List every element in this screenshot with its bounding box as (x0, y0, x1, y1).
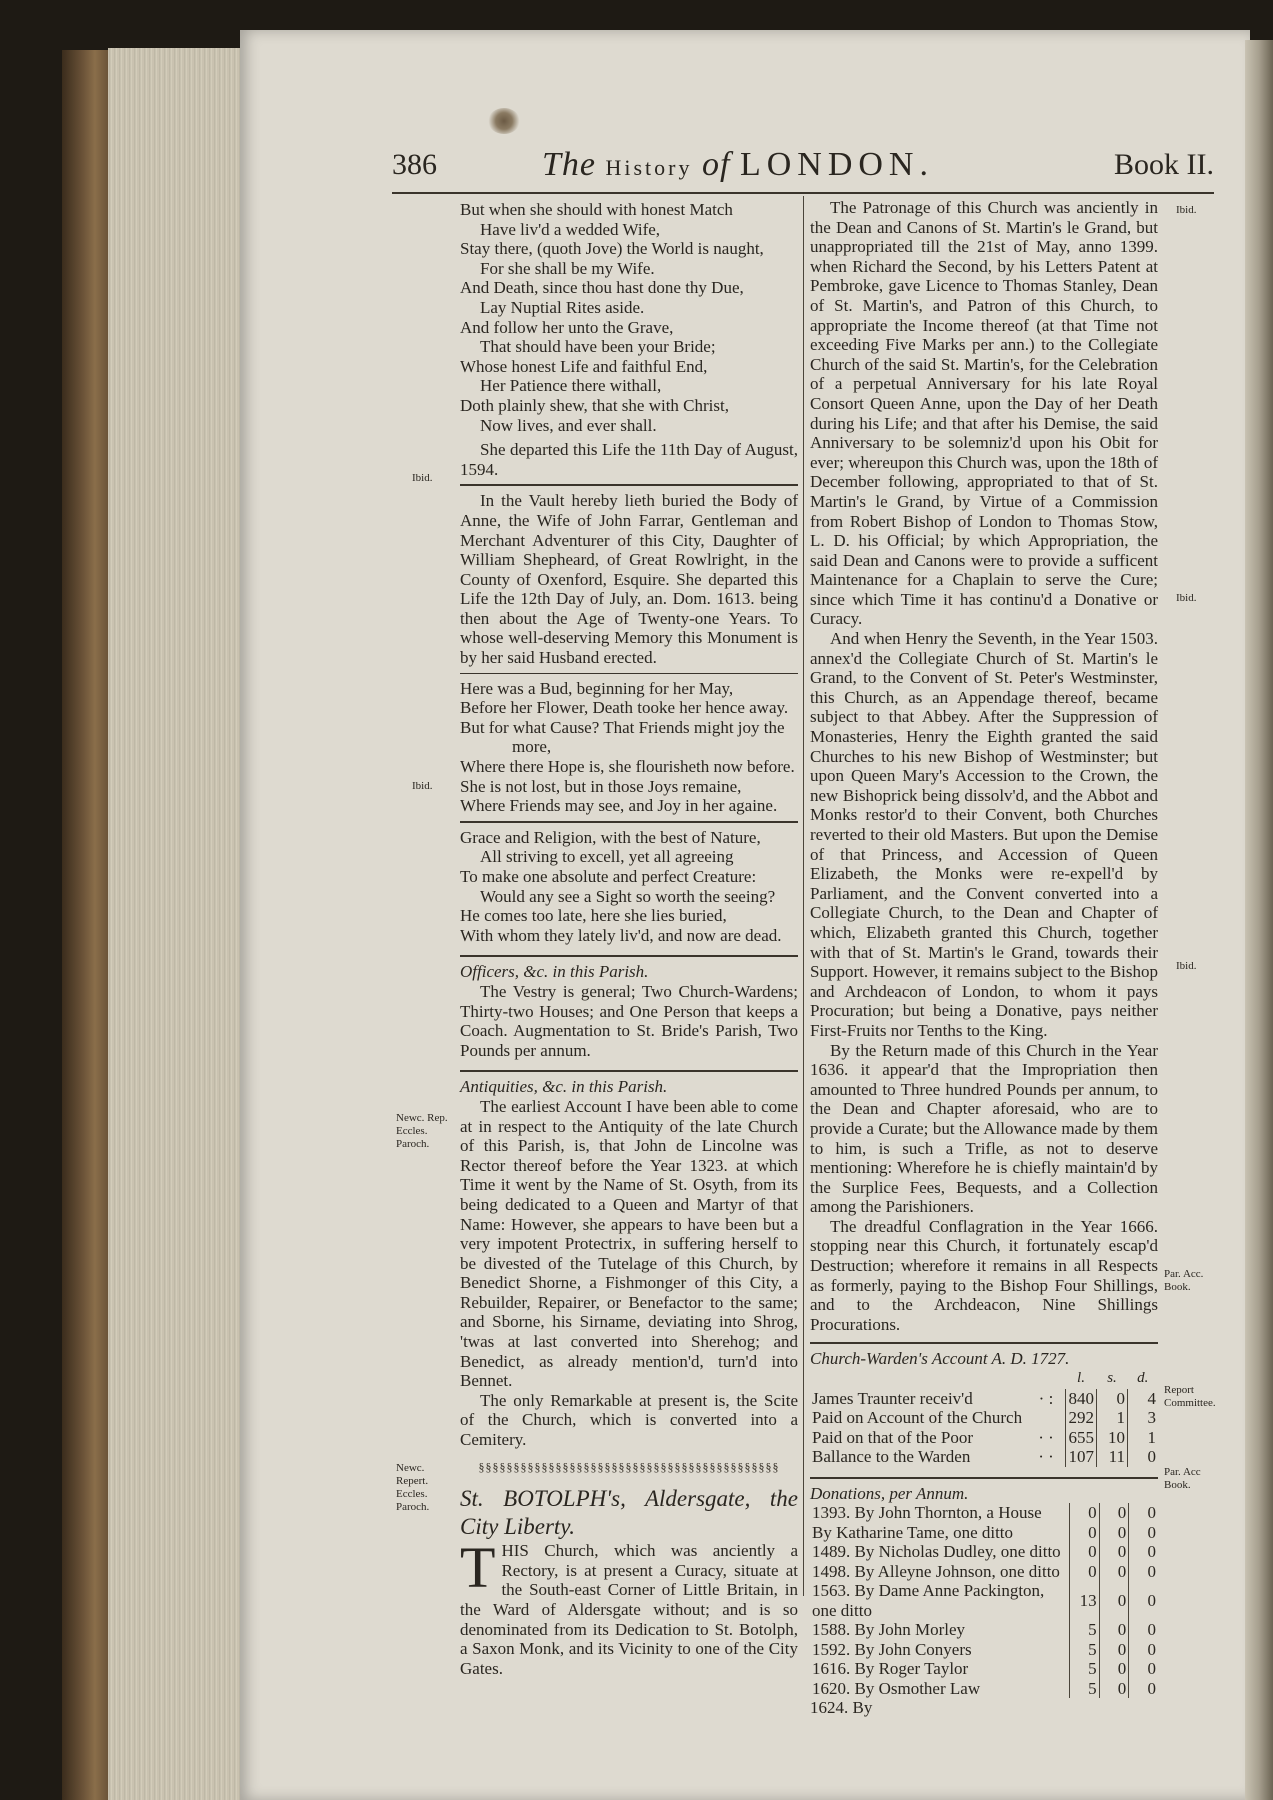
epitaph-verse-3 (460, 828, 798, 946)
amount-pounds: 107 (1066, 1447, 1097, 1467)
title-the: The (542, 146, 596, 183)
verse-line: He comes too late, here she lies buried, (460, 906, 727, 926)
amount-shillings: 1 (1097, 1408, 1128, 1428)
farrar-inscription: In the Vault hereby lieth buried the Body of Anne, the Wife of John Farrar, Gentleman and Merchant Adventurer of this City, Daughter of William Shepheard, of Great Rowlright, in the County of Oxenford, Esquire. She departed this Life the 12th Day of July, an. Dom. 1613. being then about the Age of Twenty-one Years. To whose well-deserving Memory this Monument is by her said Husband erected. (460, 491, 798, 668)
margin-note-report: Report Committee. (1164, 1384, 1216, 1409)
account-table (810, 1369, 1158, 1467)
section-rule (460, 1070, 798, 1072)
table-row (810, 1408, 1158, 1428)
amount-pounds: 840 (1066, 1389, 1097, 1409)
amount-pounds: 0 (1069, 1542, 1099, 1562)
catchword: 1624. By (810, 1698, 873, 1718)
table-row (810, 1640, 1158, 1660)
amount-shillings: 0 (1099, 1503, 1129, 1523)
margin-note-par-acc: Par. Acc. Book. (1164, 1268, 1204, 1293)
amount-shillings: 0 (1099, 1659, 1129, 1679)
left-column (460, 200, 798, 1678)
account-label: Paid on that of the Poor (812, 1427, 974, 1447)
table-row (810, 1542, 1158, 1562)
verse-line: But for what Cause? That Friends might joy the (460, 717, 785, 737)
amount-shillings: 0 (1099, 1542, 1129, 1562)
verse-line: But when she should with honest Match (460, 200, 733, 219)
amount-shillings: 0 (1099, 1620, 1129, 1640)
verse-line: She is not lost, but in those Joys remaine, (460, 776, 742, 796)
table-row (810, 1620, 1158, 1640)
donation-label: 1498. By Alleyne Johnson, one ditto (812, 1561, 1060, 1581)
verse-line: more, (512, 737, 552, 757)
amount-pounds: 655 (1066, 1428, 1097, 1448)
account-title: Church-Warden's Account A. D. 1727. (810, 1349, 1070, 1369)
amount-pence: 0 (1128, 1447, 1159, 1467)
antiquities-text: The earliest Account I have been able to come at in respect to the Antiquity of the late Church of this Parish, is, that John de Lincolne was Rector thereof before the Year 1323. at which Time it went by the Name of St. Osyth, from its being dedicated to a Queen and Martyr of that Name: However, she appears to have been but a very impotent Protectrix, in suffering herself to be divested of the Tutelage of this Church, by Benedict Shorne, a Fishmonger of this City, a Rebuilder, Repairer, or Benefactor to the same; and Sborne, his Sirname, deviating into Shrog, 'twas at last converted into Sherehog; and Benedict, as already mention'd, turn'd into Bennet. (460, 1096, 798, 1391)
amount-pounds: 5 (1069, 1640, 1099, 1660)
botolph-body: HIS Church, which was anciently a Rectory, is at present a Curacy, situate at the South-east Corner of Little Britain, in the Ward of Aldersgate without; and is so denominated from its Dedication to St. Botolph, a Saxon Monk, and its Vicinity to one of the City Gates. (460, 1541, 798, 1678)
officers-text: The Vestry is general; Two Church-Wardens; Thirty-two Houses; and One Person that keeps a Coach. Augmentation to St. Bride's Parish, Two Pounds per annum. (460, 981, 798, 1060)
departed-line: She departed this Life the 11th Day of August, 1594. (460, 440, 798, 479)
henry-paragraph: And when Henry the Seventh, in the Year 1503. annex'd the Collegiate Church of St. Martin's le Grand, to the Convent of St. Peter's Westminster, this Church, as an Appendage thereof, became subject to that Abbey. After the Suppression of Monasteries, Henry the Eighth granted the said Churches to his new Bishop of Westminster; but upon Queen Mary's Accession to the Crown, the new Bishoprick being dissolv'd, and the Abbot and Monks restor'd to their Convent, both Churches reverted to their old Masters. But upon the Demise of that Princess, and Accession of Queen Elizabeth, the Monks were re-expell'd by Parliament, and the Convent converted into a Collegiate Church, to the Dean and Chapter of which, Elizabeth granted this Church, together with that of St. Martin's le Grand, towards their Support. However, it remains subject to the Bishop and Archdeacon of London, to whom it pays Procuration; but being a Donative, pays neither First-Fruits nor Tenths to the King. (810, 629, 1158, 1040)
unit-pence: d. (1137, 1370, 1149, 1387)
table-row: James Traunter receiv'd · : 840 0 4 (812, 1388, 1156, 1408)
amount-shillings: 10 (1097, 1428, 1128, 1448)
section-rule (810, 1342, 1158, 1344)
verse-line: Have liv'd a wedded Wife, (480, 219, 661, 239)
amount-pounds: 0 (1069, 1503, 1099, 1523)
drop-cap: T (460, 1535, 496, 1601)
donations-table (810, 1503, 1158, 1698)
amount-pence: 4 (1128, 1389, 1159, 1409)
amount-pounds: 0 (1069, 1523, 1099, 1543)
verse-line: Lay Nuptial Rites aside. (480, 297, 645, 317)
amount-pounds: 13 (1069, 1581, 1099, 1620)
epitaph-verse-1 (460, 200, 798, 435)
donation-label: 1489. By Nicholas Dudley, one ditto (812, 1542, 1061, 1562)
amount-pounds: 5 (1069, 1679, 1099, 1699)
amount-pence: 0 (1129, 1503, 1158, 1523)
verse-line: Stay there, (quoth Jove) the World is naught, (460, 239, 764, 259)
title-history: History (605, 155, 693, 180)
verse-line: Where there Hope is, she flourisheth now before. (460, 757, 795, 777)
amount-pounds: 292 (1066, 1408, 1097, 1428)
amount-pence: 0 (1129, 1542, 1158, 1562)
conflagration-paragraph: The dreadful Conflagration in the Year 1666. stopping near this Church, it fortunately escap'd Destruction; wherefore it remains in all Respects as formerly, paying to the Bishop Four Shillings, and to the Archdeacon, Nine Shillings Procurations. (810, 1216, 1158, 1334)
donations-title: Donations, per Annum. (810, 1483, 969, 1503)
verse-line: Where Friends may see, and Joy in her againe. (460, 796, 778, 816)
antiquities-heading: Antiquities, &c. in this Parish. (460, 1077, 668, 1097)
margin-note-ibid: Ibid. (412, 780, 433, 792)
donation-label: 1393. By John Thornton, a House (812, 1503, 1042, 1523)
verse-line: Now lives, and ever shall. (480, 415, 657, 435)
section-rule (460, 955, 798, 957)
table-row: Ballance to the Warden · · 107 11 0 (812, 1447, 1156, 1467)
ornament-border: §§§§§§§§§§§§§§§§§§§§§§§§§§§§§§§§§§§§§§§§§§§ (478, 1459, 780, 1474)
table-row (810, 1562, 1158, 1582)
right-column (810, 198, 1158, 1718)
amount-shillings: 0 (1099, 1581, 1129, 1620)
account-label: Ballance to the Warden (812, 1447, 971, 1467)
verse-line: And follow her unto the Grave, (460, 317, 674, 337)
donation-label: 1592. By John Conyers (812, 1639, 972, 1659)
amount-pence: 0 (1129, 1640, 1158, 1660)
section-rule (460, 673, 798, 674)
amount-pence: 0 (1129, 1679, 1158, 1699)
verse-line: Her Patience there withall, (480, 376, 662, 396)
botolph-heading: St. BOTOLPH's, Aldersgate, the City Liberty. (460, 1486, 798, 1540)
remarkable-text: The only Remarkable at present is, the Scite of the Church, which is converted into a Cemitery. (460, 1390, 798, 1450)
account-units-row (810, 1369, 1158, 1389)
epitaph-verse-2 (460, 679, 798, 816)
margin-note-ibid: Ibid. (1176, 204, 1197, 216)
margin-note-newcourt: Newc. Rep. Eccles. Paroch. (396, 1112, 448, 1150)
amount-shillings: 0 (1099, 1562, 1129, 1582)
amount-pounds: 5 (1069, 1620, 1099, 1640)
unit-pounds: l. (1077, 1370, 1085, 1387)
donation-label: 1563. By Dame Anne Packington, one ditto (812, 1581, 1045, 1620)
amount-shillings: 0 (1097, 1389, 1128, 1409)
patronage-paragraph: The Patronage of this Church was anciently in the Dean and Canons of St. Martin's le Grand, but unappropriated till the 21st of May, anno 1399. when Richard the Second, by his Letters Patent at Pembroke, gave Licence to Thomas Stanley, Dean of St. Martin's, and Patron of this Church, to appropriate the Income thereof (at that Time not exceeding Five Marks per ann.) to the Collegiate Church of the said St. Martin's, for the Celebration of a perpetual Anniversary for his late Royal Consort Queen Anne, upon the Day of her Death during his Life; and that after his Demise, the said Anniversary to be solemniz'd upon his Obit for ever; whereupon this Church was, upon the 18th of December following, appropriated to that of St. Martin's le Grand, by Virtue of a Commission from Robert Bishop of London to Thomas Stow, L. D. his Official; by which Appropriation, the said Dean and Canons were to provide a sufficent Maintenance for a Chaplain to serve the Cure; since which Time it has continu'd a Donative or Curacy. (810, 198, 1158, 629)
verse-line: All striving to excell, yet all agreeing (480, 847, 734, 867)
amount-pence: 1 (1128, 1428, 1159, 1448)
verse-line: That should have been your Bride; (480, 337, 716, 357)
table-row (810, 1503, 1158, 1523)
book-label: Book II. (1114, 148, 1214, 181)
donation-label: 1588. By John Morley (812, 1620, 965, 1640)
table-row: Paid on that of the Poor · · 655 10 1 (812, 1427, 1156, 1447)
verse-line: Whose honest Life and faithful End, (460, 356, 708, 376)
table-row (810, 1581, 1158, 1620)
ink-stain (488, 108, 520, 134)
margin-note-par-acc: Par. Acc Book. (1164, 1466, 1201, 1491)
amount-pence: 0 (1129, 1523, 1158, 1543)
column-divider (803, 196, 804, 1596)
unit-shillings: s. (1107, 1370, 1117, 1387)
amount-shillings: 0 (1099, 1679, 1129, 1699)
amount-pence: 0 (1129, 1581, 1158, 1620)
amount-pence: 3 (1128, 1408, 1159, 1428)
margin-note-ibid: Ibid. (1176, 960, 1197, 972)
verse-line: Doth plainly shew, that she with Christ, (460, 395, 729, 415)
page-number: 386 (392, 148, 437, 181)
verse-line: And Death, since thou hast done thy Due, (460, 278, 744, 298)
section-rule (810, 1477, 1158, 1479)
margin-note-ibid: Ibid. (412, 472, 433, 484)
right-page-edge (1245, 40, 1273, 1800)
margin-note-ibid: Ibid. (1176, 592, 1197, 604)
section-rule (460, 484, 798, 486)
officers-heading: Officers, &c. in this Parish. (460, 962, 649, 982)
title-of: of (702, 146, 731, 183)
verse-line: Would any see a Sight so worth the seeing? (480, 886, 776, 906)
amount-pence: 0 (1129, 1562, 1158, 1582)
amount-pence: 0 (1129, 1620, 1158, 1640)
donation-label: 1620. By Osmother Law (812, 1678, 981, 1698)
botolph-text (460, 1535, 798, 1678)
title-london: LONDON. (739, 146, 934, 183)
return-paragraph: By the Return made of this Church in the Year 1636. it appear'd that the Impropriation then amounted to Three hundred Pounds per annum, to the Dean and Chapter aforesaid, who are to provide a Curate; but the Allowance made by them to him, is such a Trifle, as not to deserve mentioning: Wherefore he is chiefly maintain'd by the Surplice Fees, Bequests, and a Collection among the Parishioners. (810, 1040, 1158, 1217)
verse-line: For she shall be my Wife. (480, 258, 655, 278)
amount-pence: 0 (1129, 1659, 1158, 1679)
account-label: James Traunter receiv'd (812, 1388, 973, 1408)
section-rule (460, 821, 798, 823)
donation-label: By Katharine Tame, one ditto (812, 1522, 1014, 1542)
table-row (810, 1679, 1158, 1699)
table-row (810, 1659, 1158, 1679)
running-title (542, 146, 934, 184)
verse-line: Before her Flower, Death tooke her hence away. (460, 698, 789, 718)
verse-line: Grace and Religion, with the best of Nature, (460, 827, 761, 847)
amount-shillings: 0 (1099, 1523, 1129, 1543)
page-edges (108, 48, 248, 1800)
amount-shillings: 0 (1099, 1640, 1129, 1660)
verse-line: To make one absolute and perfect Creature: (460, 867, 757, 886)
verse-line: With whom they lately liv'd, and now are dead. (460, 925, 782, 945)
amount-shillings: 11 (1097, 1447, 1128, 1467)
margin-note-newcourt: Newc. Repert. Eccles. Paroch. (396, 1462, 430, 1513)
amount-pounds: 0 (1069, 1562, 1099, 1582)
header-rule (392, 192, 1214, 194)
amount-pounds: 5 (1069, 1659, 1099, 1679)
running-header (392, 146, 1214, 190)
verse-line: Here was a Bud, beginning for her May, (460, 678, 734, 698)
account-label: Paid on Account of the Church (812, 1408, 1023, 1428)
table-row (810, 1523, 1158, 1543)
donation-label: 1616. By Roger Taylor (812, 1659, 969, 1679)
